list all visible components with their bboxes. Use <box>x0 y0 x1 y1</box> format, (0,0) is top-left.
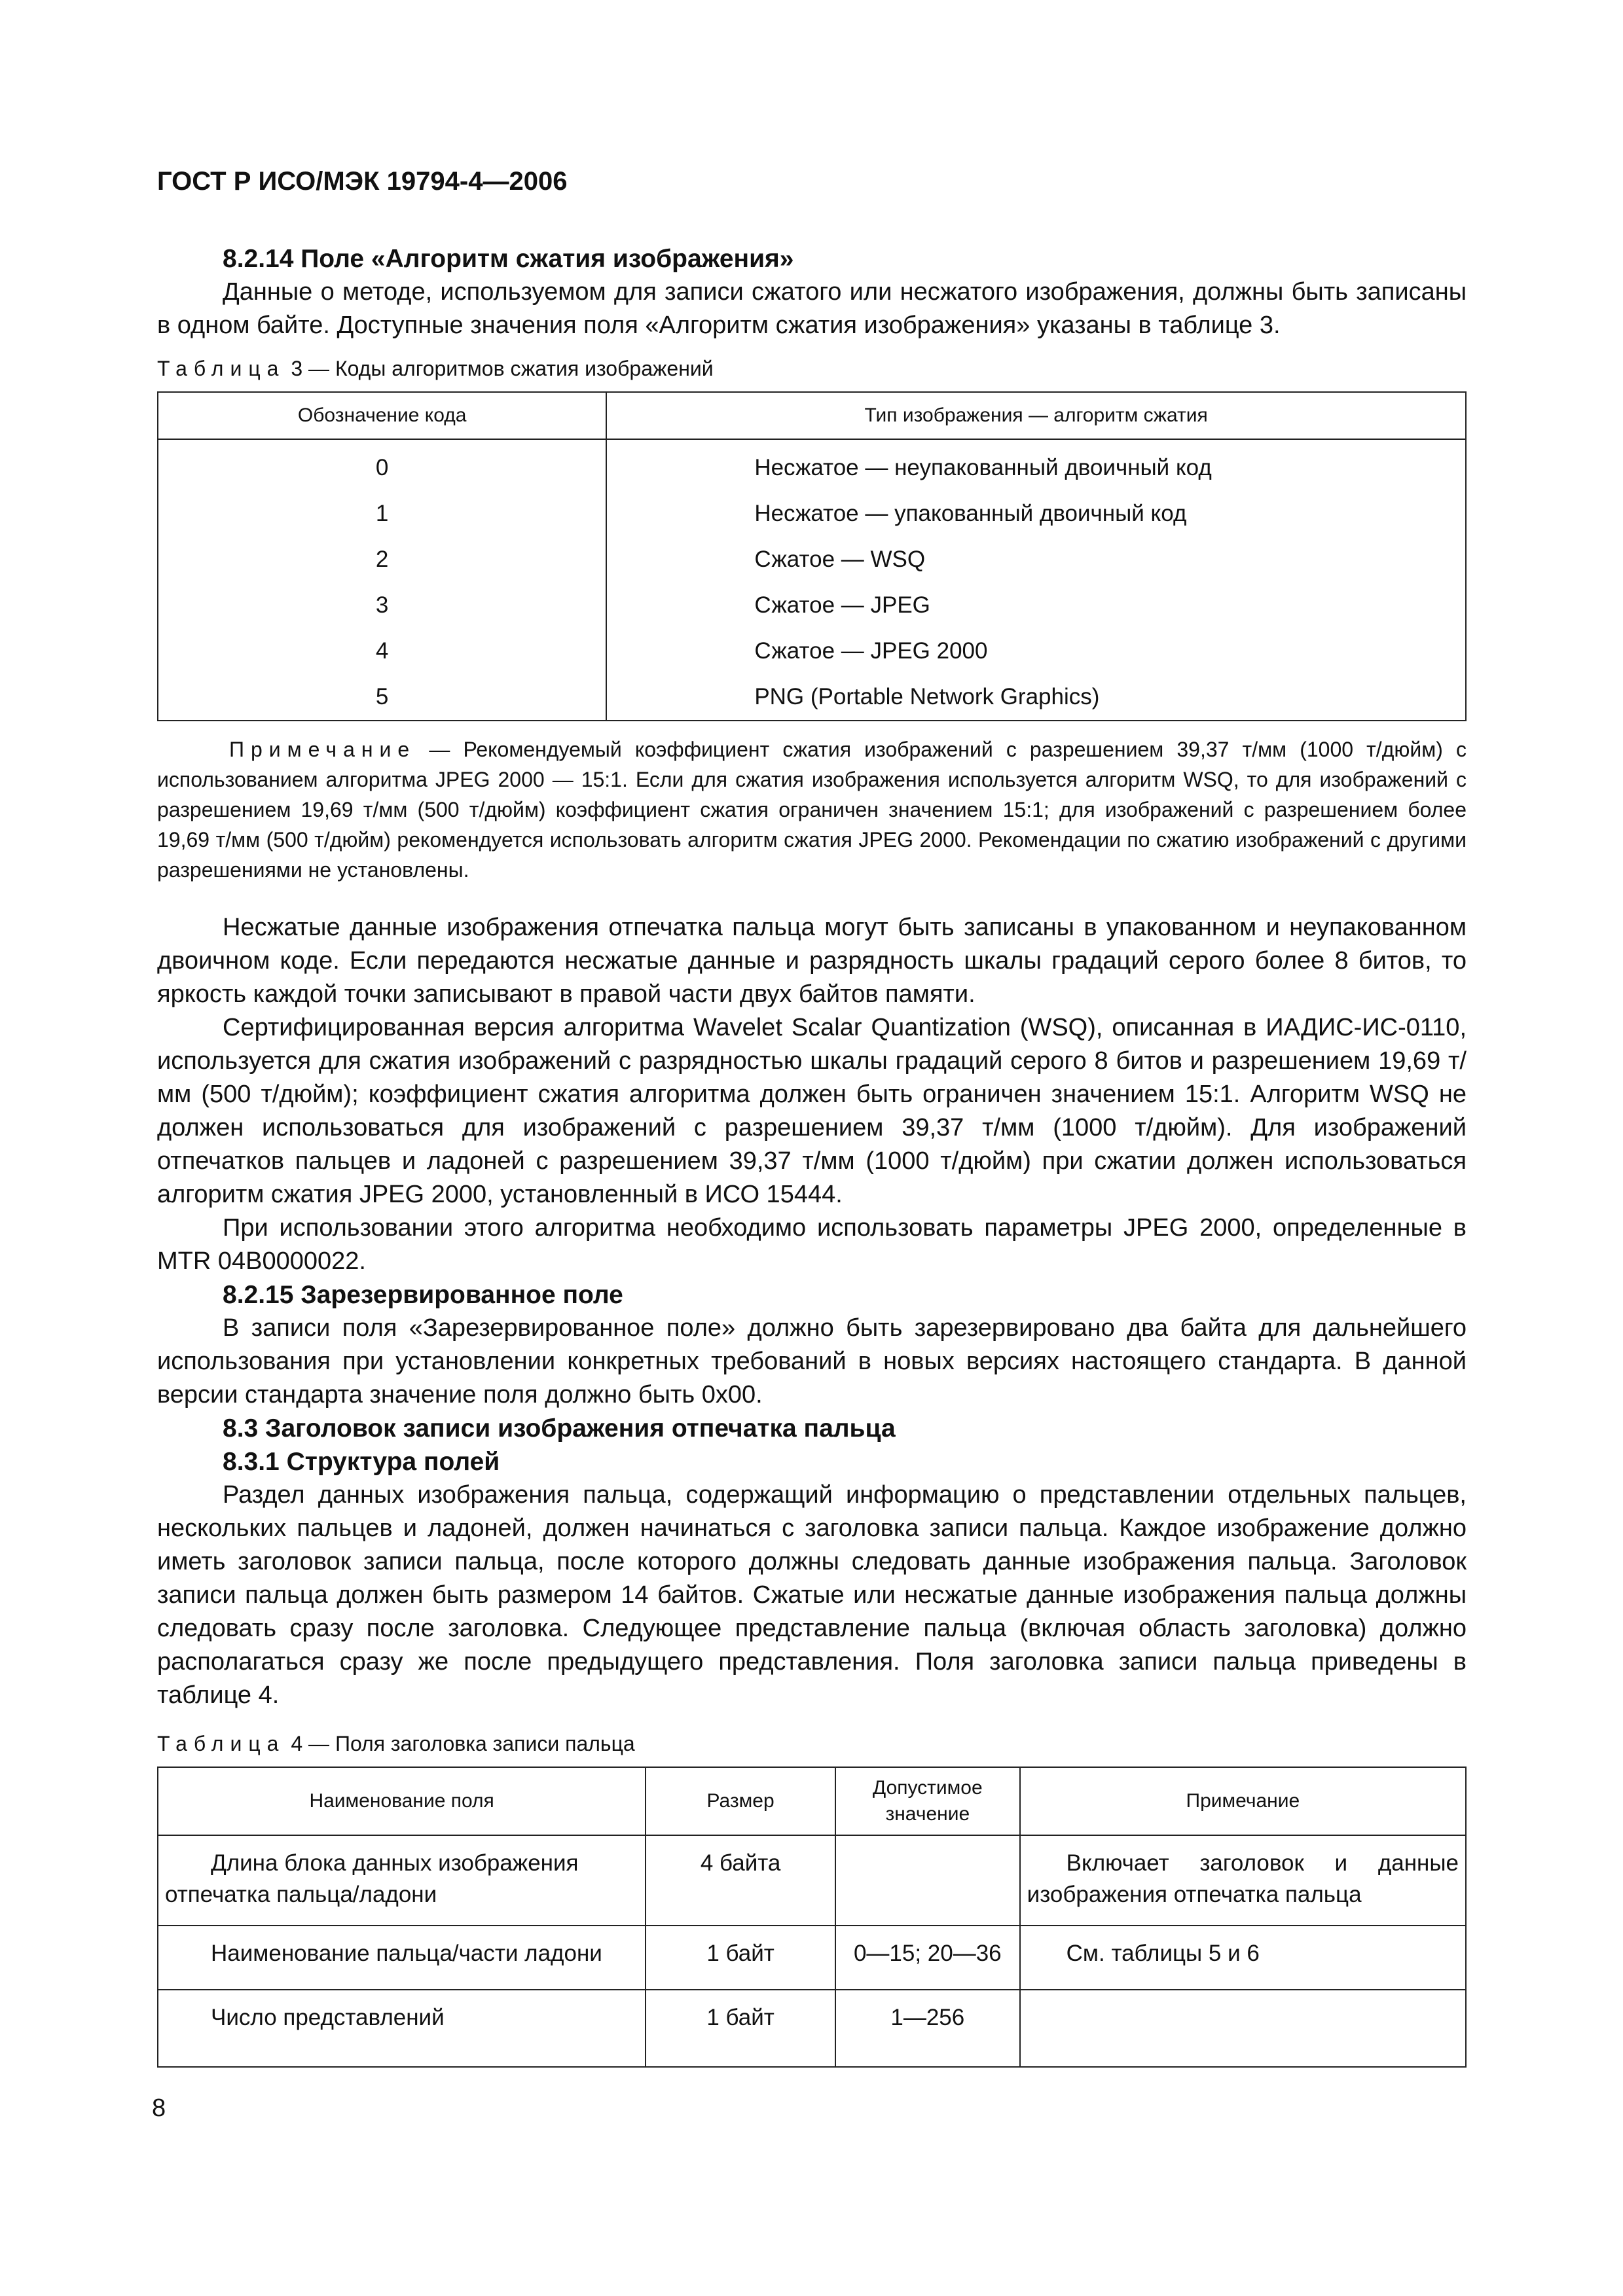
table-3-code-cell: 5 <box>158 674 606 721</box>
page-content <box>157 167 1467 2068</box>
table-row <box>158 491 1466 537</box>
table-4-caption <box>157 1732 1467 1756</box>
page-number: 8 <box>152 2094 166 2122</box>
paragraph-wsq: Сертифицированная версия алгоритма Wavelet Scalar Quantization (WSQ), описанная в ИАДИС-ИС-0110, используется для сжатия изображений с разрядностью шкалы градаций серого 8 битов и разрешением 19,69 т/мм (500 т/дюйм); коэффициент сжатия алгоритма должен быть ограничен значением 15:1. Алгоритм WSQ не должен использоваться для изображений с разрешением 39,37 т/мм (1000 т/дюйм). Для изображений отпечатков пальцев и ладоней с разрешением 39,37 т/мм (1000 т/дюйм) при сжатии должен использоваться алгоритм сжатия JPEG 2000, установленный в ИСО 15444. <box>157 1014 1467 1208</box>
table-3-caption-text: 3 — Коды алгоритмов сжатия изображений <box>285 357 714 380</box>
section-8-3-1-title: 8.3.1 Структура полей <box>223 1448 500 1476</box>
table-3-header-type: Тип изображения — алгоритм сжатия <box>606 392 1466 439</box>
table-4-note-cell: Включает заголовок и данные изображения отпечатка пальца <box>1020 1835 1466 1926</box>
table-row <box>158 445 1466 491</box>
table-3-type-cell: Несжатое — неупакованный двоичный код <box>606 445 1466 491</box>
table-row <box>158 628 1466 674</box>
table-3-header-code: Обозначение кода <box>158 392 606 439</box>
table-4-value-cell <box>835 1835 1020 1926</box>
table-4 <box>157 1767 1467 2068</box>
table-4-note-cell <box>1020 1990 1466 2067</box>
table-4-header-row <box>158 1767 1466 1835</box>
table-4-value-cell: 0—15; 20—36 <box>835 1926 1020 1990</box>
table-3-caption-label: Таблица <box>157 357 285 380</box>
table-3 <box>157 391 1467 721</box>
table-3-code-cell: 3 <box>158 583 606 628</box>
table-4-field-name-cell: Наименование пальца/части ладони <box>158 1926 646 1990</box>
table-3-type-cell: PNG (Portable Network Graphics) <box>606 674 1466 721</box>
table-3-code-cell: 0 <box>158 445 606 491</box>
table-4-size-cell: 4 байта <box>646 1835 835 1926</box>
paragraph-uncompressed-data: Несжатые данные изображения отпечатка пальца могут быть записаны в упакованном и неупакованном двоичном коде. Если передаются несжатые данные и разрядность шкалы градаций серого более 8 битов, то яркость каждой точки записывают в правой части двух байтов памяти. <box>157 914 1467 1008</box>
section-8-3-1-paragraph: Раздел данных изображения пальца, содержащий информацию о представлении отдельных пальцев, нескольких пальцев и ладоней, должен начинаться с заголовка записи пальца. Каждое изображение должно иметь заголовок записи пальца, после которого должны следовать данные изображения пальца. Заголовок записи пальца должен быть размером 14 байтов. Сжатые или несжатые данные изображения пальца должны следовать сразу после заголовка. Следующее представление пальца (включая область заголовка) должно располагаться сразу же после предыдущего представления. Поля заголовка записи пальца приведены в таблице 4. <box>157 1481 1467 1709</box>
table-3-type-cell: Сжатое — WSQ <box>606 537 1466 583</box>
table-3-type-cell: Несжатое — упакованный двоичный код <box>606 491 1466 537</box>
table-4-field-name-cell: Число представлений <box>158 1990 646 2067</box>
table-3-type-cell: Сжатое — JPEG <box>606 583 1466 628</box>
table-3-note <box>157 734 1467 885</box>
table-row <box>158 583 1466 628</box>
section-8-2-14-title: 8.2.14 Поле «Алгоритм сжатия изображения» <box>223 245 794 273</box>
table-3-type-cell: Сжатое — JPEG 2000 <box>606 628 1466 674</box>
table-4-header-field-name: Наименование поля <box>158 1767 646 1835</box>
section-8-2-14-paragraph: Данные о методе, используемом для записи сжатого или несжатого изображения, должны быть записаны в одном байте. Доступные значения поля «Алгоритм сжатия изображения» указаны в таблице 3. <box>157 278 1467 339</box>
table-row <box>158 1926 1466 1990</box>
table-row <box>158 537 1466 583</box>
table-4-header-size: Размер <box>646 1767 835 1835</box>
table-4-caption-text: 4 — Поля заголовка записи пальца <box>285 1732 635 1755</box>
document-header: ГОСТ Р ИСО/МЭК 19794-4—2006 <box>157 167 568 196</box>
table-3-header-row <box>158 392 1466 439</box>
table-row <box>158 1835 1466 1926</box>
table-4-caption-label: Таблица <box>157 1732 285 1755</box>
section-8-2-15-title: 8.2.15 Зарезервированное поле <box>223 1281 623 1309</box>
note-text: — Рекомендуемый коэффициент сжатия изображений с разрешением 39,37 т/мм (1000 т/дюйм) с использованием алгоритма JPEG 2000 — 15:1. Если для сжатия изображения используется алгоритм WSQ, то для изображений с разрешением 19,69 т/мм (500 т/дюйм) коэффициент сжатия ограничен значением 15:1; для изображений с разрешением более 19,69 т/мм (500 т/дюйм) рекомендуется использовать алгоритм сжатия JPEG 2000. Рекомендации по сжатию изображений с другими разрешениями не установлены. <box>157 738 1467 882</box>
table-3-code-cell: 2 <box>158 537 606 583</box>
table-4-header-allowed-value: Допустимое значение <box>835 1767 1020 1835</box>
table-4-value-cell: 1—256 <box>835 1990 1020 2067</box>
paragraph-jpeg2000-params: При использовании этого алгоритма необходимо использовать параметры JPEG 2000, определенные в MTR 04B0000022. <box>157 1214 1467 1275</box>
table-4-header-note: Примечание <box>1020 1767 1466 1835</box>
table-3-header-gap <box>158 439 1466 445</box>
table-4-field-name-cell: Длина блока данных изображения отпечатка пальца/ладони <box>158 1835 646 1926</box>
table-3-caption <box>157 357 1467 381</box>
table-4-size-cell: 1 байт <box>646 1926 835 1990</box>
section-8-2-15-paragraph: В записи поля «Зарезервированное поле» должно быть зарезервировано два байта для дальнейшего использования при установлении конкретных требований в новых версиях настоящего стандарта. В данной версии стандарта значение поля должно быть 0x00. <box>157 1314 1467 1408</box>
section-8-3-title: 8.3 Заголовок записи изображения отпечатка пальца <box>223 1414 896 1443</box>
table-4-note-cell: См. таблицы 5 и 6 <box>1020 1926 1466 1990</box>
table-row <box>158 1990 1466 2067</box>
table-3-code-cell: 4 <box>158 628 606 674</box>
table-3-code-cell: 1 <box>158 491 606 537</box>
note-label: Примечание <box>229 738 416 761</box>
table-row <box>158 674 1466 721</box>
table-4-size-cell: 1 байт <box>646 1990 835 2067</box>
